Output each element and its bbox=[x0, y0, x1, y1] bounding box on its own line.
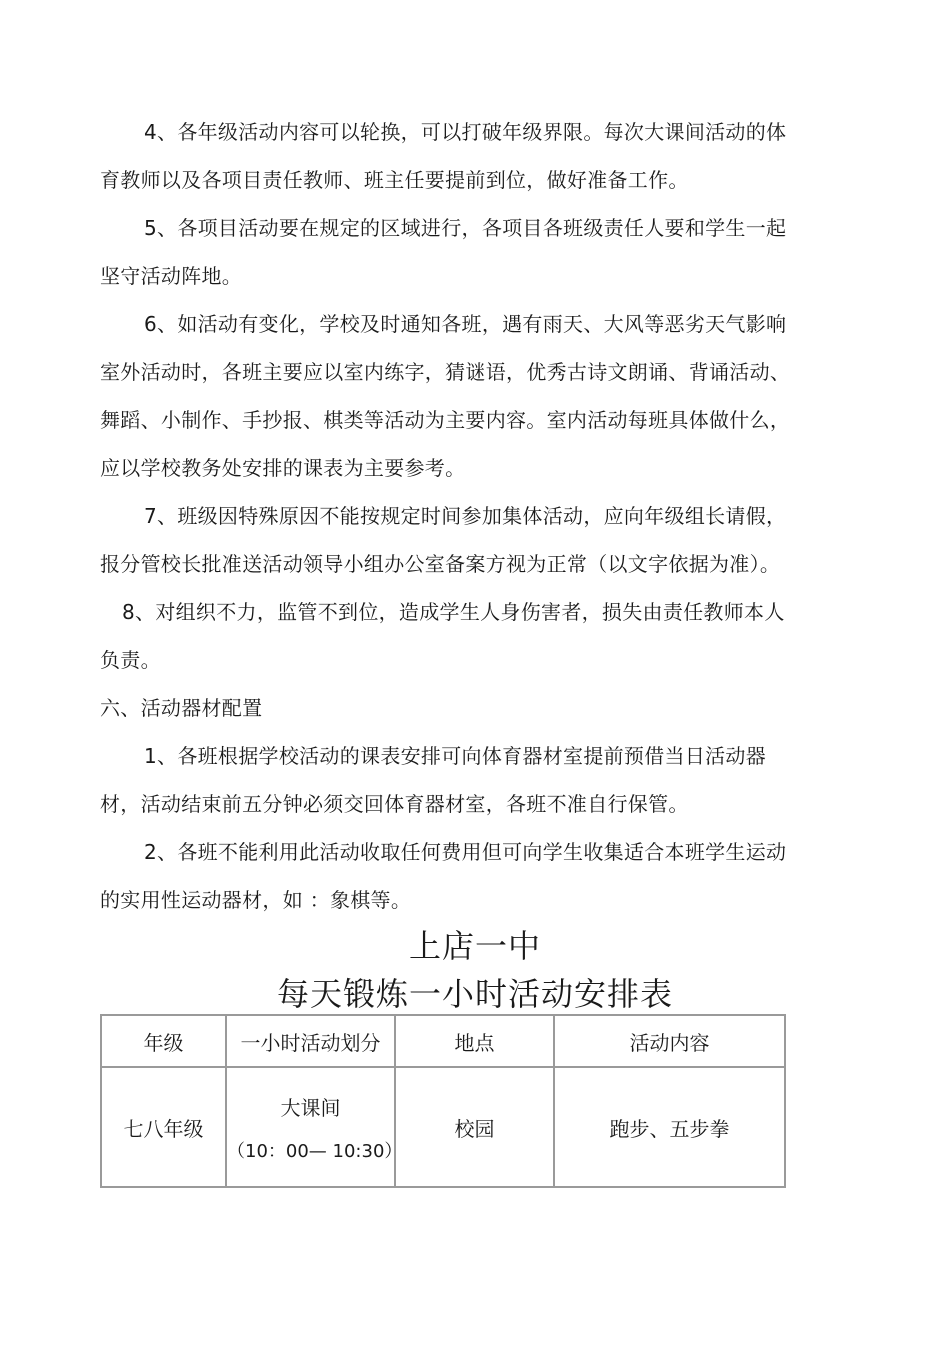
period-label: 大课间 bbox=[280, 1095, 341, 1120]
paragraph-line: 育教师以及各项目责任教师、班主任要提前到位，做好准备工作。 bbox=[100, 168, 689, 192]
header-location: 地点 bbox=[396, 1016, 555, 1068]
activity-schedule-table bbox=[100, 1014, 786, 1188]
paragraph-line: 的实用性运动器材，如 ：象棋等。 bbox=[100, 888, 412, 912]
header-period: 一小时活动划分 bbox=[227, 1016, 396, 1068]
paragraph-line: 室外活动时，各班主要应以室内练字，猜谜语，优秀古诗文朗诵、背诵活动、 bbox=[100, 360, 791, 384]
paragraph-line: 7、班级因特殊原因不能按规定时间参加集体活动，应向年级组长请假， bbox=[144, 504, 787, 528]
cell-grade: 七八年级 bbox=[102, 1068, 227, 1186]
table-row bbox=[102, 1068, 784, 1186]
paragraph-line: 8、对组织不力，监管不到位，造成学生人身伤害者，损失由责任教师本人 bbox=[122, 600, 785, 624]
paragraph-line: 应以学校教务处安排的课表为主要参考。 bbox=[100, 456, 466, 480]
paragraph-line: 报分管校长批准送活动领导小组办公室备案方视为正常（以文字依据为准）。 bbox=[100, 552, 781, 576]
table-header-row bbox=[102, 1016, 784, 1068]
header-content: 活动内容 bbox=[555, 1016, 784, 1068]
cell-location: 校园 bbox=[396, 1068, 555, 1186]
period-time: （10：00— 10:30） bbox=[227, 1140, 403, 1162]
paragraph-line: 负责。 bbox=[100, 648, 161, 672]
paragraph-line: 4、各年级活动内容可以轮换，可以打破年级界限。每次大课间活动的体 bbox=[144, 120, 787, 144]
section-heading: 六、活动器材配置 bbox=[100, 696, 263, 720]
cell-period bbox=[227, 1068, 403, 1186]
cell-content: 跑步、五步拳 bbox=[609, 1116, 730, 1141]
paragraph-line: 2、各班不能利用此活动收取任何费用但可向学生收集适合本班学生运动 bbox=[144, 840, 787, 864]
paragraph-line: 1、各班根据学校活动的课表安排可向体育器材室提前预借当日活动器 bbox=[144, 744, 767, 768]
paragraph-line: 坚守活动阵地。 bbox=[100, 264, 243, 288]
school-name-title: 上店一中 bbox=[408, 927, 541, 965]
paragraph-line: 舞蹈、小制作、手抄报、棋类等活动为主要内容。室内活动每班具体做什么， bbox=[100, 408, 791, 432]
header-grade: 年级 bbox=[102, 1016, 227, 1068]
paragraph-line: 6、如活动有变化，学校及时通知各班，遇有雨天、大风等恶劣天气影响 bbox=[144, 312, 787, 336]
paragraph-line: 5、各项目活动要在规定的区域进行，各项目各班级责任人要和学生一起 bbox=[144, 216, 787, 240]
schedule-table-title: 每天锻炼一小时活动安排表 bbox=[276, 975, 673, 1013]
paragraph-line: 材，活动结束前五分钟必须交回体育器材室，各班不准自行保管。 bbox=[100, 792, 689, 816]
